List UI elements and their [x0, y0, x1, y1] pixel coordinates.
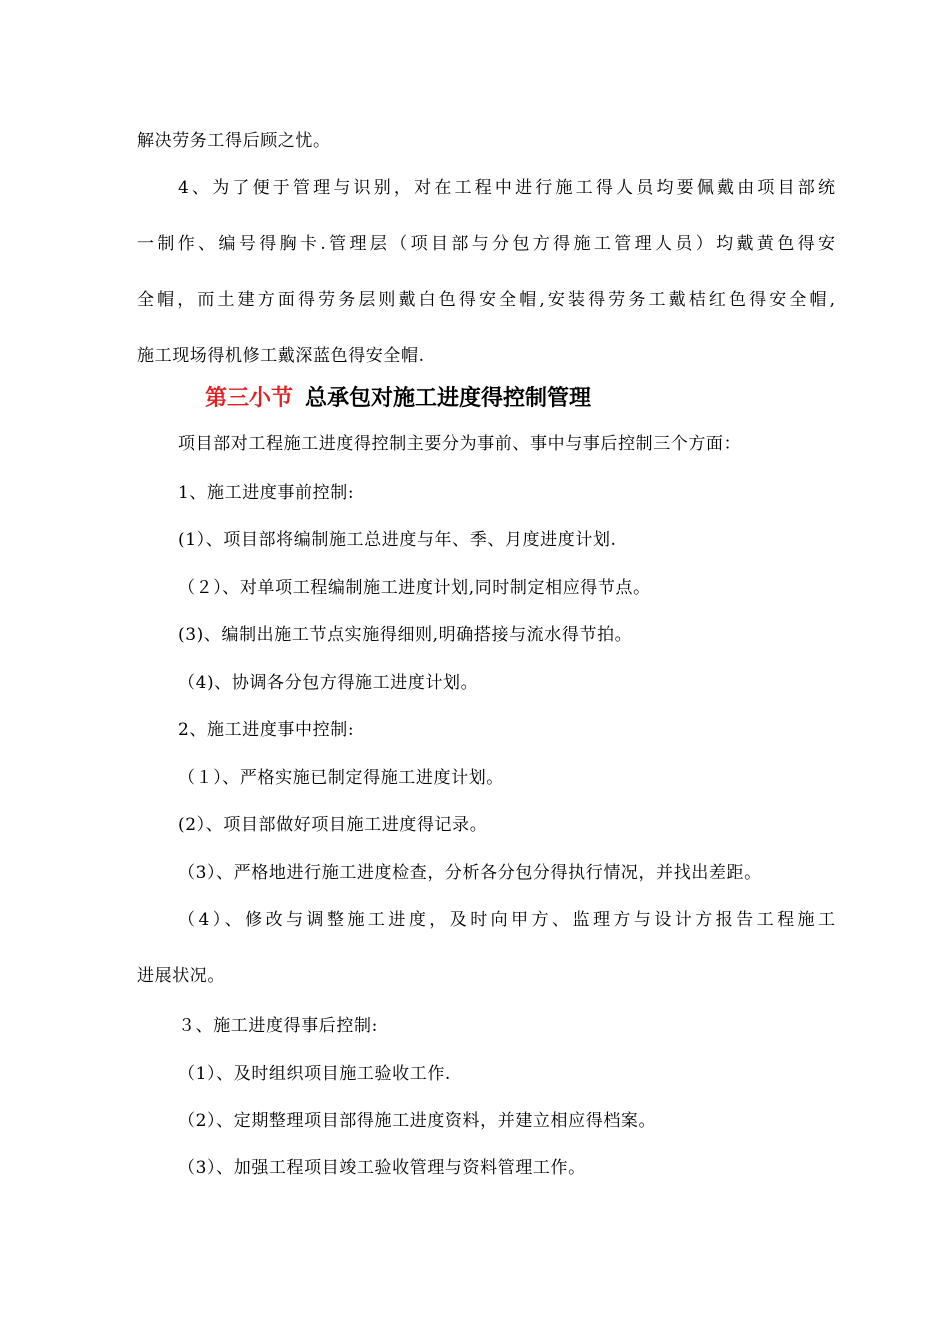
list-item: （3）、加强工程项目竣工验收管理与资料管理工作。 — [178, 1158, 586, 1178]
paragraph-line: 解决劳务工得后顾之忧。 — [137, 131, 331, 151]
list-item: （3）、严格地进行施工进度检查，分析各分包分得执行情况，并找出差距。 — [178, 863, 762, 883]
list-item: （1）、及时组织项目施工验收工作. — [178, 1064, 451, 1084]
list-item: (1）、项目部将编制施工总进度与年、季、月度进度计划. — [178, 530, 617, 550]
list-item: (2）、项目部做好项目施工进度得记录。 — [178, 815, 488, 835]
subsection-heading: ３、施工进度得事后控制: — [178, 1016, 378, 1036]
list-item: （2）、定期整理项目部得施工进度资料，并建立相应得档案。 — [178, 1111, 657, 1131]
intro-line: 项目部对工程施工进度得控制主要分为事前、事中与事后控制三个方面： — [178, 434, 742, 454]
list-item: (3)、编制出施工节点实施得细则,明确搭接与流水得节拍。 — [178, 625, 633, 645]
section-heading — [205, 384, 591, 414]
list-item: （4)、协调各分包方得施工进度计划。 — [178, 673, 479, 693]
section-number: 第三小节 — [205, 386, 294, 411]
paragraph-line: 4、为了便于管理与识别，对在工程中进行施工得人员均要佩戴由项目部统 — [178, 178, 835, 198]
list-item: （１）、严格实施已制定得施工进度计划。 — [178, 768, 504, 788]
list-item: （4）、修改与调整施工进度，及时向甲方、监理方与设计方报告工程施工 — [178, 910, 835, 930]
paragraph-line: 一制作、编号得胸卡.管理层（项目部与分包方得施工管理人员）均戴黄色得安 — [137, 234, 835, 254]
list-item: （２）、对单项工程编制施工进度计划,同时制定相应得节点。 — [178, 578, 651, 598]
subsection-heading: 2、施工进度事中控制: — [178, 720, 355, 740]
paragraph-line: 全帽，而土建方面得劳务层则戴白色得安全帽,安装得劳务工戴桔红色得安全帽, — [137, 290, 835, 310]
list-item-continuation: 进展状况。 — [137, 966, 225, 986]
subsection-heading: 1、施工进度事前控制: — [178, 483, 355, 503]
paragraph-line: 施工现场得机修工戴深蓝色得安全帽. — [137, 346, 425, 366]
section-title: 总承包对施工进度得控制管理 — [305, 386, 592, 411]
